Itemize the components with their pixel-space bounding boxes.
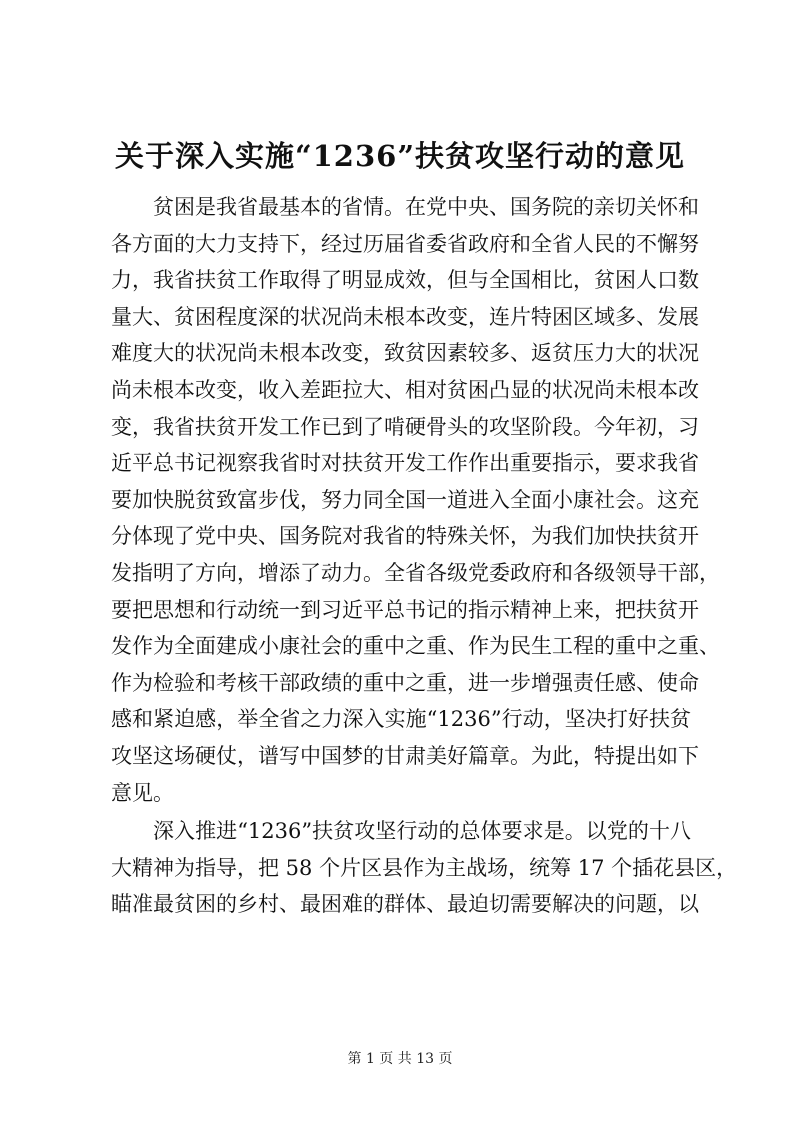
text-line: 尚未根本改变，收入差距拉大、相对贫困凸显的状况尚未根本改 [111,377,699,402]
text-line: 瞄准最贫困的乡村、最困难的群体、最迫切需要解决的问题，以 [111,892,699,917]
text-line: 攻坚这场硬仗，谱写中国梦的甘肃美好篇章。为此，特提出如下 [111,743,699,768]
document-title: 关于深入实施“1236”扶贫攻坚行动的意见 [114,139,686,173]
text-line: 力，我省扶贫工作取得了明显成效，但与全国相比，贫困人口数 [111,268,699,293]
text-line: 量大、贫困程度深的状况尚未根本改变，连片特困区域多、发展 [111,304,699,329]
text-line: 贫困是我省最基本的省情。在党中央、国务院的亲切关怀和 [153,195,699,219]
text-line: 难度大的状况尚未根本改变，致贫因素较多、返贫压力大的状况 [111,341,699,366]
text-line: 要加快脱贫致富步伐，努力同全国一道进入全面小康社会。这充 [111,487,699,512]
text-line: 感和紧迫感，举全省之力深入实施“1236”行动，坚决打好扶贫 [111,707,691,732]
document-body [111,189,738,923]
text-line: 分体现了党中央、国务院对我省的特殊关怀，为我们加快扶贫开 [111,524,699,549]
text-line: 要把思想和行动统一到习近平总书记的指示精神上来，把扶贫开 [111,597,699,622]
text-line: 变，我省扶贫开发工作已到了啃硬骨头的攻坚阶段。今年初，习 [111,414,699,439]
text-line: 近平总书记视察我省时对扶贫开发工作作出重要指示，要求我省 [111,451,699,476]
page-footer: 第 1 页 共 13 页 [347,1051,453,1067]
text-line: 大精神为指导，把 58 个片区县作为主战场，统筹 17 个插花县区， [111,855,738,880]
text-line: 发作为全面建成小康社会的重中之重、作为民生工程的重中之重、 [111,634,720,659]
text-line: 发指明了方向，增添了动力。全省各级党委政府和各级领导干部， [111,560,720,585]
text-line: 各方面的大力支持下，经过历届省委省政府和全省人民的不懈努 [111,231,699,256]
text-line: 深入推进“1236”扶贫攻坚行动的总体要求是。以党的十八 [153,819,691,844]
paragraph-1 [111,189,720,811]
text-line: 作为检验和考核干部政绩的重中之重，进一步增强责任感、使命 [111,670,699,695]
text-line: 意见。 [111,780,174,805]
paragraph-2 [111,813,738,923]
